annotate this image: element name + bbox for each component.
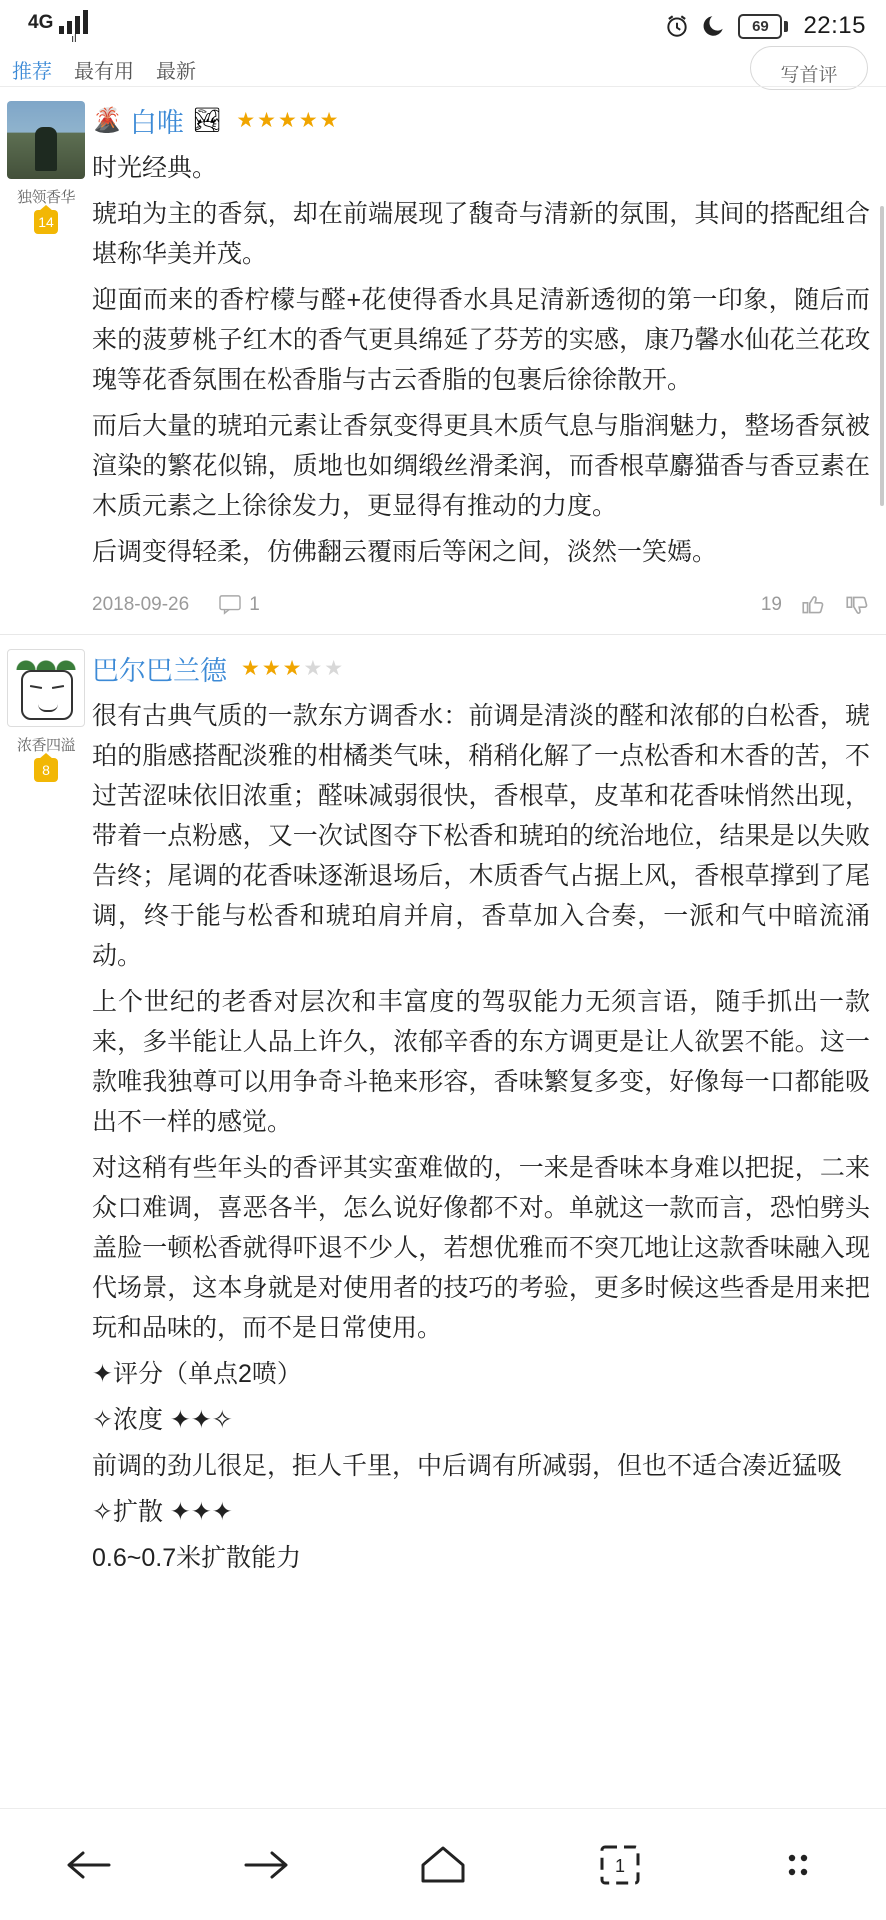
network-type-label: 4G	[28, 12, 54, 33]
review-date: 2018-09-26	[92, 594, 190, 615]
review-paragraph: 对这稍有些年头的香评其实蛮难做的，一来是香味本身难以把捉，二来众口难调，喜恶各半，怎么说好像都不对。单就这一款而言，恐怕劈头盖脸一顿松香就得吓退不少人，若想优雅而不突兀地让这款香味融入现代场景，这本身就是对使用者的技巧的考验，更多时候这些香是用来把玩和品味的，而不是日常使用。	[92, 1154, 870, 1342]
reviewer-profile[interactable]	[0, 649, 88, 1584]
volcano-emoji-icon: 🌋	[92, 107, 122, 134]
forward-button[interactable]	[218, 1830, 314, 1900]
review-paragraph: 时光经典。	[92, 154, 218, 182]
write-review-button[interactable]: 写首评	[750, 46, 868, 90]
review-paragraph: 0.6~0.7米扩散能力	[92, 1544, 302, 1572]
avatar[interactable]	[7, 101, 85, 179]
review-paragraph: 很有古典气质的一款东方调香水：前调是清淡的醛和浓郁的白松香，琥珀的脂感搭配淡雅的柑橘类气味，稍稍化解了一点松香和木香的苦，不过苦涩味依旧浓重；醛味减弱很快，香根草，皮革和花香味悄然出现，带着一点粉感，又一次试图夺下松香和琥珀的统治地位，结果是以失败告终；尾调的花香味逐渐退场后，木质香气占据上风，香根草撑到了尾调，终于能与松香和琥珀肩并肩，香草加入合奏，一派和气中暗流涌动。	[92, 702, 870, 970]
recent-apps-button[interactable]	[572, 1830, 668, 1900]
review-paragraph: ✧浓度 ✦✦✧	[92, 1406, 233, 1434]
tab-recommended[interactable]: 推荐	[12, 60, 52, 83]
review-paragraph: 后调变得轻柔，仿佛翻云覆雨后等闲之间，淡然一笑嫣。	[92, 538, 718, 566]
status-bar	[0, 0, 886, 52]
reviewer-rank-title: 浓香四溢	[16, 737, 75, 754]
review-sort-tabs	[0, 52, 886, 86]
battery-indicator	[738, 14, 788, 39]
review-body	[88, 101, 886, 634]
comment-count-button[interactable]	[219, 594, 260, 616]
alarm-clock-icon	[664, 13, 690, 39]
status-left	[28, 8, 88, 44]
clock-label: 22:15	[803, 12, 866, 39]
rating-stars: ★★★★★	[236, 109, 341, 132]
tab-most-useful[interactable]: 最有用	[74, 60, 134, 83]
battery-percent-label: 69	[752, 17, 769, 35]
review-item	[0, 634, 886, 1584]
review-paragraph: 琥珀为主的香氛，却在前端展现了馥奇与清新的氛围，其间的搭配组合堪称华美并茂。	[92, 200, 870, 268]
status-right	[664, 12, 866, 40]
thumbs-up-icon[interactable]	[800, 592, 826, 618]
review-paragraph: ✧扩散 ✦✦✦	[92, 1498, 233, 1526]
review-actions	[761, 592, 870, 618]
reviewer-rank-title: 独领香华	[16, 189, 75, 206]
home-button[interactable]	[395, 1830, 491, 1900]
home-icon	[417, 1843, 469, 1887]
svg-text:1: 1	[615, 1855, 626, 1876]
recent-apps-icon	[596, 1841, 644, 1889]
back-button[interactable]	[41, 1830, 137, 1900]
more-options-icon	[781, 1843, 813, 1887]
reviewer-header	[92, 101, 870, 140]
comment-count-label: 1	[249, 594, 260, 615]
review-body	[88, 649, 886, 1584]
comment-bubble-icon	[219, 595, 241, 615]
review-list	[0, 86, 886, 1778]
reviewer-header	[92, 649, 870, 688]
review-paragraph: 前调的劲儿很足，拒人千里，中后调有所减弱，但也不适合凑近猛吸	[92, 1452, 843, 1480]
review-paragraph: 上个世纪的老香对层次和丰富度的驾驭能力无须言语，随手抓出一款来，多半能让人品上许久，浓郁辛香的东方调更是让人欲罢不能。这一款唯我独尊可以用争奇斗艳来形容，香味繁复多变，好像每一口都能吸出不一样的感觉。	[92, 988, 870, 1136]
review-paragraph: ✦评分（单点2喷）	[92, 1360, 302, 1388]
do-not-disturb-moon-icon	[701, 13, 727, 39]
landscape-emoji-icon: 🏞	[191, 107, 223, 134]
reviewer-level-badge: 8	[34, 758, 58, 782]
rating-stars: ★★★★★	[241, 657, 346, 680]
avatar[interactable]	[7, 649, 85, 727]
review-paragraph: 而后大量的琥珀元素让香氛变得更具木质气息与脂润魅力，整场香氛被渲染的繁花似锦，质地也如绸缎丝滑柔润，而香根草麝猫香与香豆素在木质元素之上徐徐发力，更显得有推动的力度。	[92, 412, 870, 520]
reviewer-level-badge: 14	[34, 210, 58, 234]
signal-strength-icon: ıl	[59, 8, 88, 44]
review-item	[0, 86, 886, 634]
scrollbar[interactable]	[880, 206, 884, 506]
thumbs-down-icon[interactable]	[844, 592, 870, 618]
review-paragraph: 迎面而来的香柠檬与醛+花使得香水具足清新透彻的第一印象，随后而来的菠萝桃子红木的香气更具绵延了芬芳的实感，康乃馨水仙花兰花玫瑰等花香氛围在松香脂与古云香脂的包裹后徐徐散开。	[92, 286, 870, 394]
tab-newest[interactable]: 最新	[156, 60, 196, 83]
reviewer-name[interactable]: 白唯	[129, 108, 184, 138]
reviewer-profile[interactable]	[0, 101, 88, 634]
like-count-label: 19	[760, 594, 782, 615]
reviewer-name[interactable]: 巴尔巴兰德	[92, 656, 227, 686]
more-options-button[interactable]	[749, 1830, 845, 1900]
back-arrow-icon	[61, 1845, 117, 1885]
system-navigation-bar	[0, 1808, 886, 1920]
review-meta	[92, 578, 870, 634]
forward-arrow-icon	[238, 1845, 294, 1885]
